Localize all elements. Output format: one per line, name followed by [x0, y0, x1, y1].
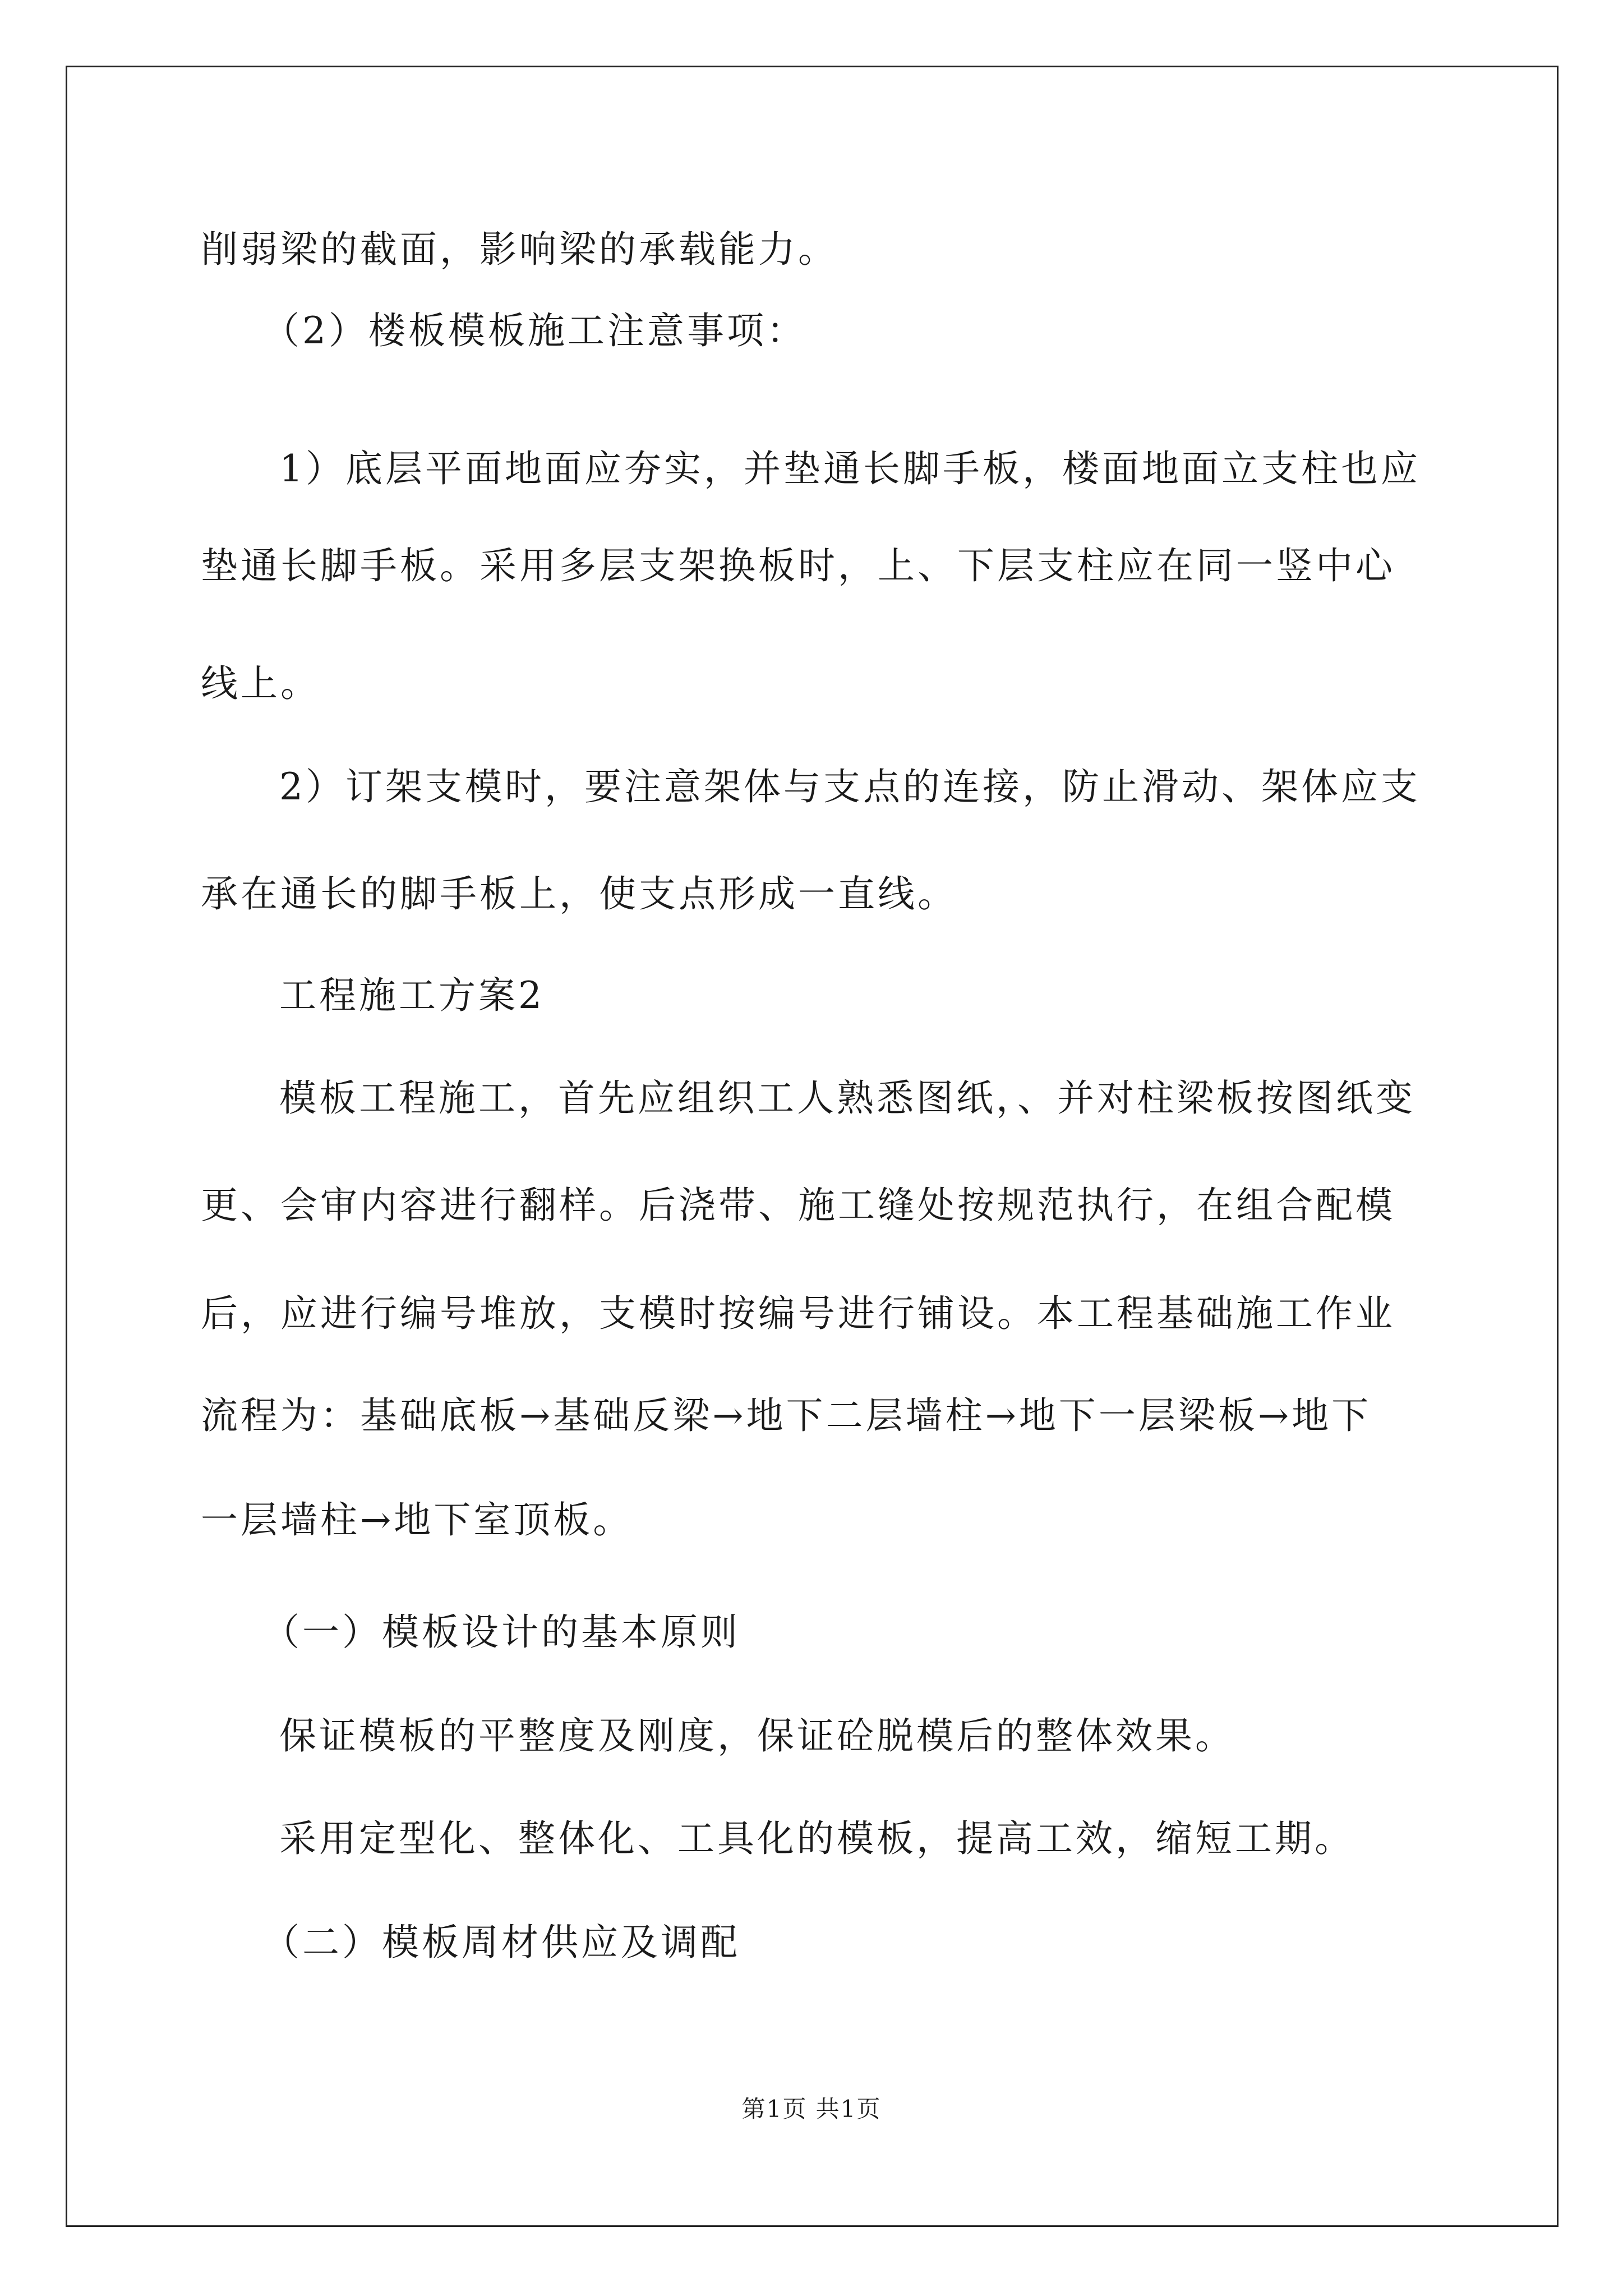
paragraph-line: 流程为：基础底板→基础反梁→地下二层墙柱→地下一层梁板→地下 [201, 1394, 1372, 1437]
section-heading: （2）楼板模板施工注意事项： [262, 309, 806, 352]
paragraph-line: 一层墙柱→地下室顶板。 [201, 1498, 633, 1542]
paragraph-line: 1）底层平面地面应夯实，并垫通长脚手板，楼面地面立支柱也应 [279, 447, 1421, 490]
paragraph-line: 削弱梁的截面，影响梁的承载能力。 [201, 228, 838, 271]
paragraph-line: 承在通长的脚手板上，使支点形成一直线。 [201, 872, 957, 915]
paragraph-line: 线上。 [201, 662, 320, 705]
page-number-footer: 第1页 共1页 [741, 2095, 882, 2123]
paragraph-line: 更、会审内容进行翻样。后浇带、施工缝处按规范执行，在组合配模 [201, 1184, 1395, 1227]
paragraph-line: 采用定型化、整体化、工具化的模板，提高工效，缩短工期。 [279, 1817, 1354, 1860]
section-heading: （二）模板周材供应及调配 [262, 1921, 740, 1964]
paragraph-line: 2）订架支模时，要注意架体与支点的连接，防止滑动、架体应支 [279, 765, 1421, 808]
page-border [66, 66, 1559, 2227]
paragraph-line: 后，应进行编号堆放，支模时按编号进行铺设。本工程基础施工作业 [201, 1292, 1395, 1335]
paragraph-line: 保证模板的平整度及刚度，保证砼脱模后的整体效果。 [279, 1714, 1235, 1757]
section-heading: 工程施工方案2 [279, 974, 545, 1017]
paragraph-line: 垫通长脚手板。采用多层支架换板时，上、下层支柱应在同一竖中心 [201, 544, 1395, 587]
paragraph-line: 模板工程施工，首先应组织工人熟悉图纸，、并对柱梁板按图纸变 [279, 1076, 1415, 1120]
section-heading: （一）模板设计的基本原则 [262, 1611, 740, 1654]
